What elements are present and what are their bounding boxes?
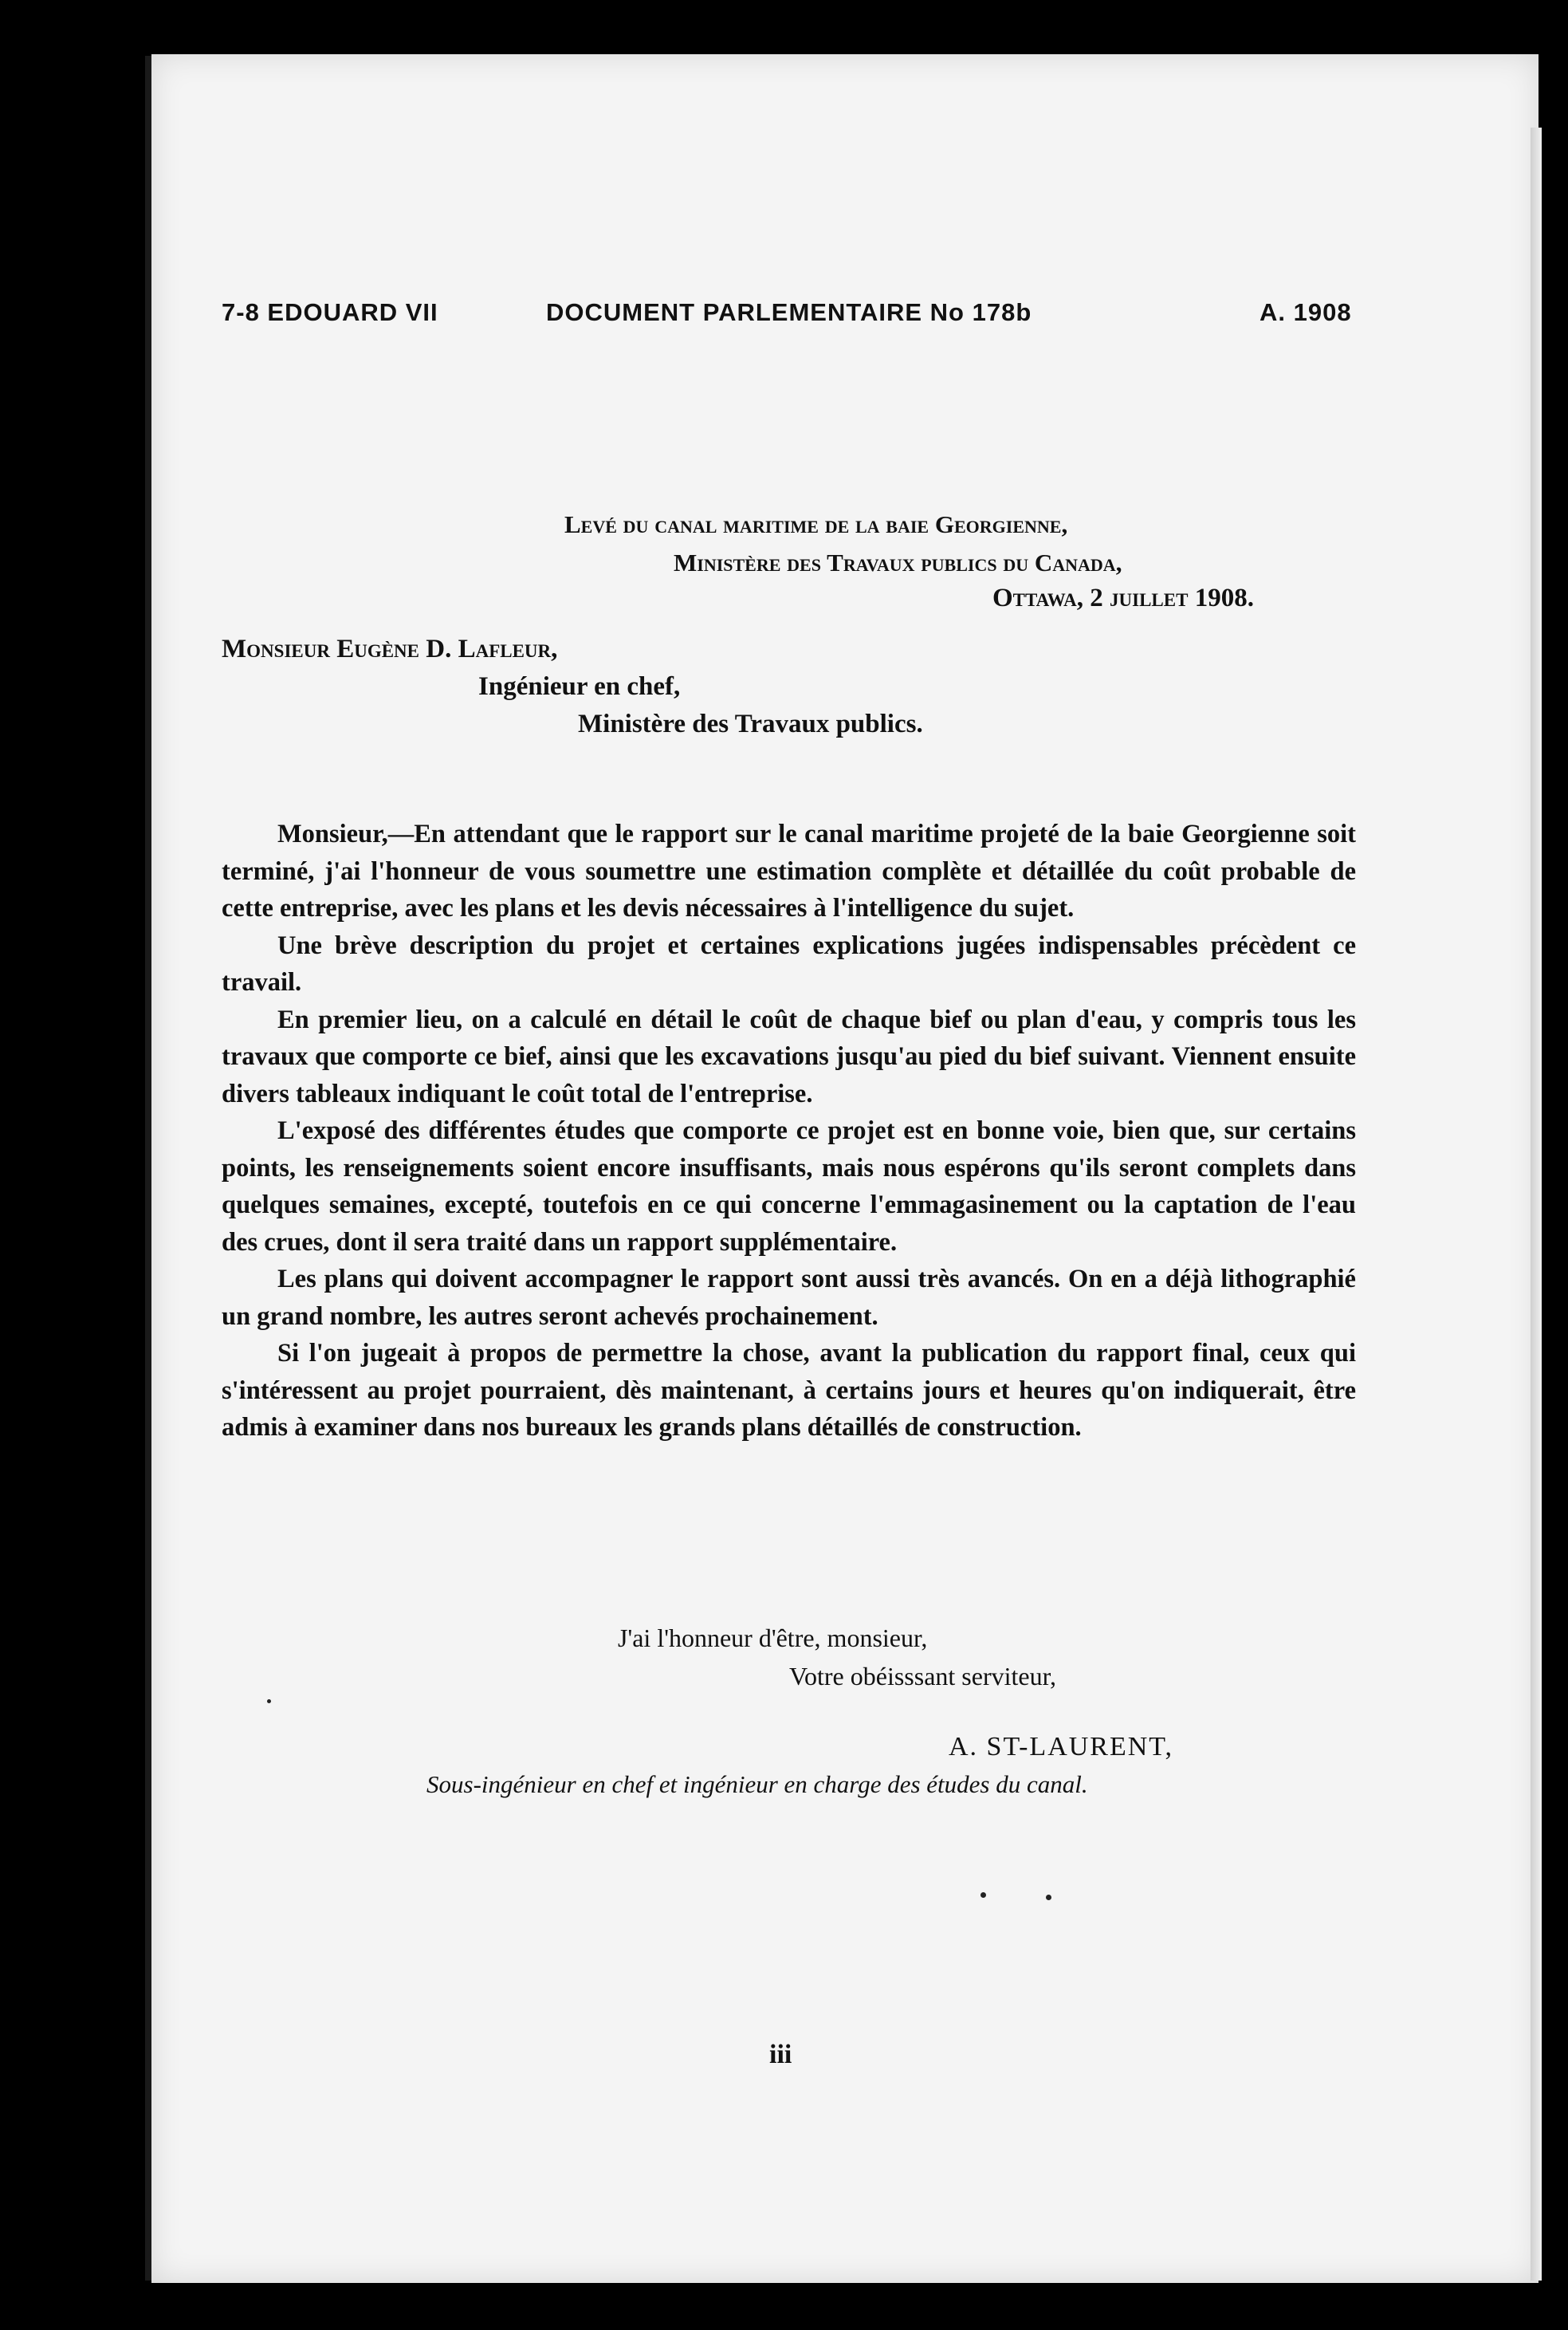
dateline-line-3	[992, 584, 1254, 613]
closing-line-2: Votre obéisssant serviteur,	[789, 1662, 1056, 1690]
addressee-line-1: Monsieur Eugène D. Lafleur,	[222, 635, 558, 663]
paragraph-4: L'exposé des différentes études que comporte ce projet est en bonne voie, bien que, sur certains points, les renseignements soient encore insuffisants, mais nous espérons qu'ils seront complets dans quelques semaines, excepté, toutefois en ce qui concerne l'emmagasinement ou la captation de l'eau des crues, dont il sera traité dans un rapport supplémentaire.	[222, 1116, 1356, 1257]
ink-speck	[1046, 1895, 1051, 1900]
paragraph-3: En premier lieu, on a calculé en détail le coût de chaque bief ou plan d'eau, y compris tous les travaux que comporte ce bief, ainsi que les excavations jusqu'au pied du bief suivant. Viennent ensuite divers tableaux indiquant le coût total de l'entreprise.	[222, 1005, 1356, 1108]
addressee-line-2: Ingénieur en chef,	[478, 672, 681, 701]
document-page	[151, 54, 1539, 2283]
page-number: iii	[769, 2040, 792, 2069]
closing-line-1: J'ai l'honneur d'être, monsieur,	[618, 1624, 928, 1652]
header-year: A. 1908	[1260, 298, 1352, 326]
header-document-title: DOCUMENT PARLEMENTAIRE No 178b	[546, 298, 1032, 326]
dateline-line-2: Ministère des Travaux publics du Canada,	[674, 549, 1122, 577]
ink-speck	[980, 1892, 986, 1898]
paragraph-1: Monsieur,—En attendant que le rapport sur le canal maritime projeté de la baie Georgienne soit terminé, j'ai l'honneur de vous soumettre une estimation complète et détaillée du coût probable de cette entreprise, avec les plans et les devis nécessaires à l'intelligence du sujet.	[222, 820, 1356, 923]
dateline-line-1: Levé du canal maritime de la baie Georgienne,	[564, 510, 1068, 538]
header-session: 7-8 EDOUARD VII	[222, 298, 438, 326]
ink-speck	[267, 1699, 271, 1703]
letter-body	[222, 816, 1356, 1446]
page-edge-shadow	[1531, 128, 1542, 2281]
signature-name: A. ST-LAURENT,	[949, 1732, 1174, 1761]
running-header	[151, 298, 1539, 330]
signature-title: Sous-ingénieur en chef et ingénieur en charge des études du canal.	[426, 1770, 1088, 1798]
paragraph-6: Si l'on jugeait à propos de permettre la chose, avant la publication du rapport final, ceux qui s'intéressent au projet pourraient, dès maintenant, à certains jours et heures qu'on indiquerait, être admis à examiner dans nos bureaux les grands plans détaillés de construction.	[222, 1339, 1356, 1442]
dateline-place-date: Ottawa, 2 juillet 1908.	[992, 584, 1254, 612]
paragraph-5: Les plans qui doivent accompagner le rapport sont aussi très avancés. On en a déjà lithographié un grand nombre, les autres seront achevés prochainement.	[222, 1265, 1356, 1331]
paragraph-2: Une brève description du projet et certaines explications jugées indispensables précèdent ce travail.	[222, 931, 1356, 997]
addressee-line-3: Ministère des Travaux publics.	[578, 710, 923, 738]
